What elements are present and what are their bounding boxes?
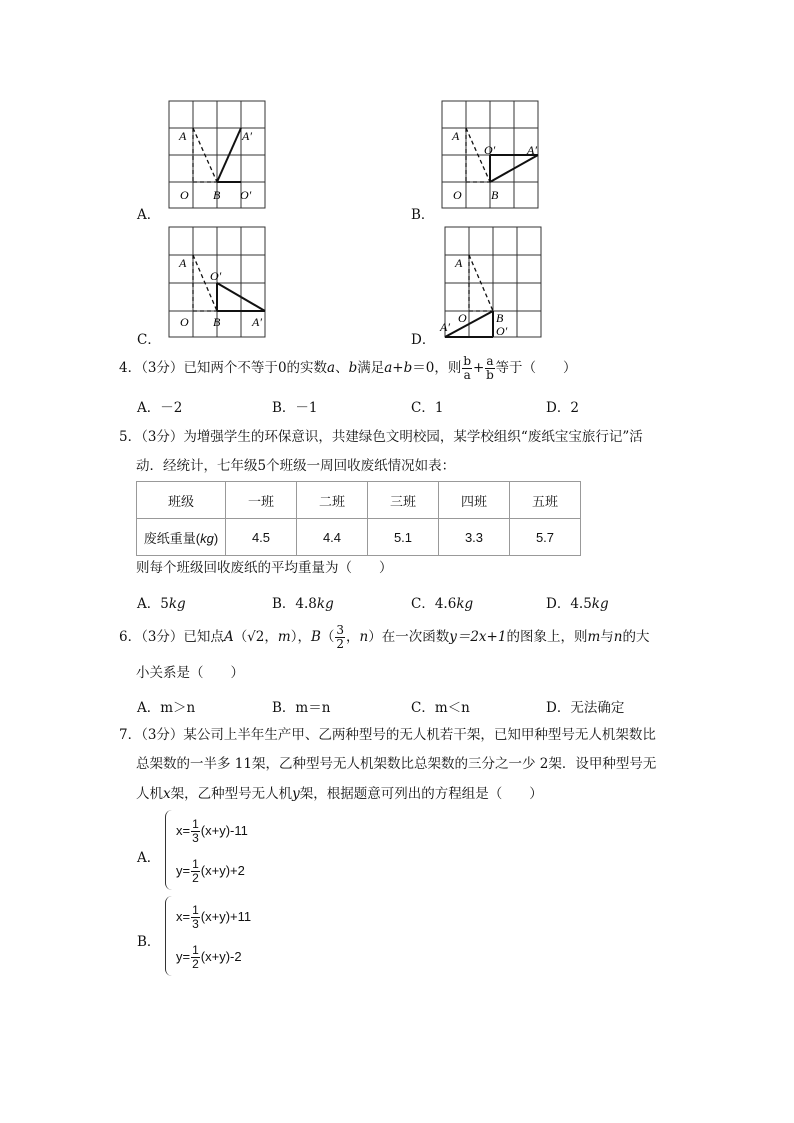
q4-option-c: C．1 — [411, 400, 444, 416]
q7-option-b-brace — [165, 896, 172, 976]
q4-score: （3分） — [141, 360, 184, 376]
q7-option-b-eq1: x= $\frac{1}{3}$ (x+y)+11 — [176, 903, 252, 931]
point-a-prime: A′ — [440, 320, 450, 334]
point-a-prime: A′ — [252, 315, 262, 329]
q4-plus: + — [473, 360, 485, 376]
table-row — [137, 519, 581, 556]
q3-option-b-label: B． — [411, 207, 435, 223]
point-o-prime: O′ — [210, 269, 222, 283]
q4-zero: 0 — [277, 360, 287, 376]
table-cell: 5.7 — [510, 519, 581, 556]
q7-option-a-brace — [165, 810, 172, 890]
q4-text: 满足 — [357, 360, 385, 376]
q7-line-3: 人机x架，乙种型号无人机y架，根据题意可列出的方程组是（ ） — [136, 786, 543, 802]
point-a-prime: A′ — [242, 129, 252, 143]
q7-option-a-label: A． — [137, 850, 161, 866]
q3-figure-d — [438, 222, 548, 340]
table-header-cell: 班级 — [137, 482, 226, 519]
table-row-label: 废纸重量(kg) — [137, 519, 226, 556]
q6-fraction-3-over-2: $\frac{3}{2}$ — [336, 623, 345, 651]
q3-option-a-label: A． — [137, 207, 161, 223]
q3-figure-c — [160, 222, 270, 340]
q5-option-d: D．4.5kg — [546, 596, 609, 612]
point-a-prime: A′ — [527, 143, 537, 157]
point-b: B — [491, 188, 499, 202]
q6-option-b: B．m＝n — [272, 700, 331, 716]
q3-figure-b — [435, 96, 545, 212]
q7-option-b-label: B． — [137, 934, 161, 950]
q4-option-b: B．－1 — [272, 400, 318, 416]
table-cell: 3.3 — [439, 519, 510, 556]
point-a: A — [452, 129, 460, 143]
q7-option-b-eq2: y= $\frac{1}{2}$ (x+y)-2 — [176, 943, 242, 971]
q4-sep: 、 — [335, 360, 349, 376]
point-o: O — [458, 311, 467, 325]
q6-option-a: A．m＞n — [137, 700, 196, 716]
point-o: O — [180, 315, 189, 329]
q4-option-a: A．－2 — [137, 400, 183, 416]
q6-option-d: D．无法确定 — [546, 700, 625, 716]
q4-text: 的实数 — [286, 360, 328, 376]
point-a: A — [179, 129, 187, 143]
q7-option-a-eq2: y= $\frac{1}{2}$ (x+y)+2 — [176, 857, 245, 885]
table-header-cell: 二班 — [297, 482, 368, 519]
point-b: B — [496, 311, 504, 325]
table-header-cell: 一班 — [226, 482, 297, 519]
table-cell: 4.5 — [226, 519, 297, 556]
question-6: 6．（3分）已知点A（√2，m），B（ $\frac{3}{2}$ ，n）在一次函数y＝2x+1的图象上，则m与n的大 — [119, 623, 650, 651]
q3-option-d-label: D． — [411, 332, 436, 348]
question-4 — [119, 355, 577, 382]
point-o: O — [180, 188, 189, 202]
table-header-cell: 四班 — [439, 482, 510, 519]
point-o-prime: O′ — [240, 188, 252, 202]
q4-equation-rhs: ＝0，则 — [412, 360, 462, 376]
q4-option-d: D．2 — [546, 400, 579, 416]
point-o-prime: O′ — [484, 143, 496, 157]
q5-line-1: 5．（3分）为增强学生的环保意识，共建绿色文明校园，某学校组织“废纸宝宝旅行记”活 — [119, 429, 643, 445]
point-a: A — [179, 256, 187, 270]
point-b: B — [213, 188, 221, 202]
q6-line-2: 小关系是（ ） — [136, 665, 244, 681]
table-cell: 5.1 — [368, 519, 439, 556]
q4-fraction-a-over-b: $\frac{a}{b}$ — [486, 354, 494, 382]
q4-var-a: a — [327, 360, 336, 376]
table-cell: 4.4 — [297, 519, 368, 556]
q4-number: 4． — [119, 360, 142, 376]
q7-option-a-eq1: x= $\frac{1}{3}$ (x+y)-11 — [176, 817, 248, 845]
q4-fraction-b-over-a: $\frac{b}{a}$ — [463, 354, 472, 382]
q5-option-a: A．5kg — [137, 596, 186, 612]
q3-option-c-label: C． — [137, 332, 161, 348]
q3-figure-a — [160, 96, 270, 212]
q5-question: 则每个班级回收废纸的平均重量为（ ） — [136, 560, 393, 576]
point-o-prime: O′ — [496, 324, 508, 338]
q5-table — [136, 481, 581, 556]
q4-text: 等于（ ） — [495, 360, 577, 376]
q5-option-c: C．4.6kg — [411, 596, 474, 612]
q4-var-b: b — [348, 360, 358, 376]
q7-line-1: 7．（3分）某公司上半年生产甲、乙两种型号的无人机若干架，已知甲种型号无人机架数比 — [119, 727, 656, 743]
table-row — [137, 482, 581, 519]
q6-option-c: C．m＜n — [411, 700, 470, 716]
q5-option-b: B．4.8kg — [272, 596, 334, 612]
q5-line-2: 动．经统计，七年级5个班级一周回收废纸情况如表： — [136, 458, 456, 474]
q7-line-2: 总架数的一半多 11架，乙种型号无人机架数比总架数的三分之一少 2架．设甲种型号无 — [136, 756, 657, 772]
table-header-cell: 三班 — [368, 482, 439, 519]
q4-text: 已知两个不等于 — [183, 360, 278, 376]
point-b: B — [213, 315, 221, 329]
point-a: A — [455, 256, 463, 270]
point-o: O — [453, 188, 462, 202]
table-header-cell: 五班 — [510, 482, 581, 519]
q4-equation: a+b — [384, 360, 413, 376]
